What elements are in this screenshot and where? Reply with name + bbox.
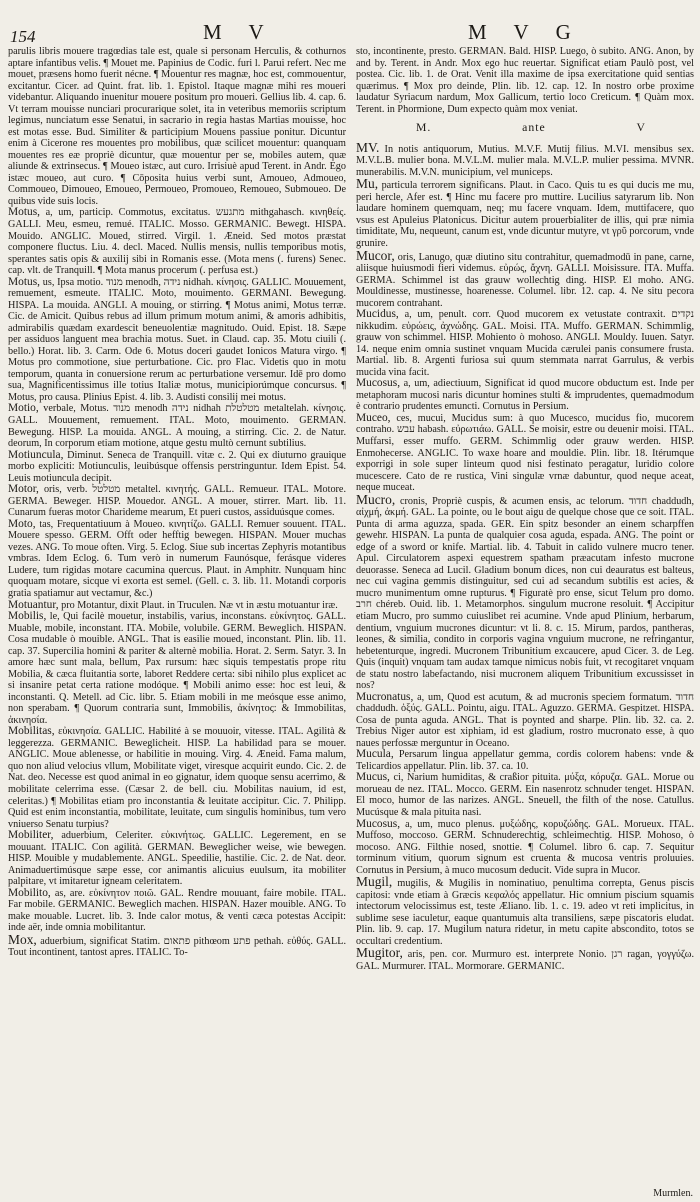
- entry-moto: [8, 519, 346, 600]
- entry-mox-continued: [356, 46, 694, 115]
- headword: Mucro,: [356, 491, 396, 507]
- headword: Mucosus,: [356, 817, 401, 830]
- entry-mucosus: [356, 378, 694, 413]
- entry-text: aris, pen. cor. Murmuro est. interprete Nonio. רגן ragan, γογγύζω. GAL. Murmurer. ITAL. Mormorare. GERMANIC.: [356, 949, 695, 972]
- entry-motor: [8, 484, 346, 519]
- headword: Mucidus,: [356, 308, 399, 321]
- headword: Motuantur,: [8, 598, 59, 611]
- headword: Mu,: [356, 176, 379, 192]
- section-heading-word: ante: [522, 121, 546, 135]
- catchword: Murmlen.: [653, 1188, 693, 1199]
- entry-text: cronis, Propriè cuspis, & acumen ensis, ac telorum. חדוד chaddudh, αἰχμή, ἀκμή. GAL. La pointe, ou le bout aigu de quelque chose que ce soit. ITAL. Punta di arma aguzza, spada. GER. Ein spitz besonder an einem scharpffen gewehr. HISPAN. La punta de qualquier cosa aguda, espada. ANG. The point or edge of a sword or knife. Martial. lib. 4. Tabuit in calido vulnere mucro tener. Apul. Circulatorem aspexi equestrem spatham præacutam infesto mucrone deuorasse. Seneca ad Lucil. Gladium bonum dices, non cui deauratus est balteus, nec cui vagina gemmis distinguitur, sed cui ad secandum subtilis est acies, & mucro munimentum omne rupturus. ¶ Figuratè pro ense, sicut Telum pro domo. חרב chéreb. Ouid. lib. 1. Metamorphos. singulum mucrone resoluit. ¶ Accipitur etiam Mucro, pro summo cuiuslibet rei acumine. Vnde apud Plinium, herbarum, dentium, vnguium mucrones dicuntur: vt li. 8. c. 15. Mirum, pardos, pantheras, leones, & similia, condito in corporis vagina vnguium mucrone, ne refringantur, hebetenturque, ingredi. Mucronem Tribunitium excaucere, apud Cicer. 3. de Leg. Quis (inquit) vnquam tam audax tamque nimicus nobis fuit, vt recogitaret vnquam de statu nostro labefactando, nisi mucronem aliquem Tribunitium excussisset in nos?: [356, 495, 695, 692]
- entry-text: a, um, adiectiuum, Significat id quod mucore obductum est. Inde per metaphoram mucosi naris dicuntur homines stulti & imprudentes, quemadmodum è contrario prudentes emuncti. Cornutus in Persium.: [356, 378, 694, 413]
- entry-text: parulis libris mouere tragœdias tale est, quale si personam Herculis, & cothurnos aptare infantibus velis. ¶ Mouet me. Papinius de Codic. furi l. Parui refert. Nec me mouet, præsens homo fuerit nécne. ¶ Mouentur res magnæ, hoc est, commouentur, excitantur. Cicer. ad Quint. frat. lib. 1. Epistol. Itaque magnæ mihi res moueri videbantur. Aliquando inuenitur mouere positum pro moueri. Gellius lib. 4. cap. 6. Vt terram mouisse nunciari procurarique solet, ita in veteribus memoriis scriptum legimus, nunciatum esse Senatui, in sacrario in regia hastas Martias mouisse, hoc est motas esse. Bud. Similiter & participium Mouens passiue ponitur. Dicuntur enim à Cicerone res mouentes pro mobilibus, quæ scilicet mouentur: quanquam mouentes res eæ propriè dicuntur, quæ mouentur per se, mobiles autem, quæ aliunde & extrinsecus. ¶ Moueo istæc, aut curo. Irrisiuè apud Terent. in Andr. Ego istæc moueo, aut curo. ¶ Cōposita huius verbi sunt, Amoueo, Admoueo, Commoueo, Dimoueo, Emoueo, Permoueo, Promoueo, Remoueo, Submoueo. De quibus vide suis locis.: [8, 46, 346, 207]
- entry-text: le, Qui facilè mouetur, instabilis, varius, inconstans. εὐκίνητος. GALL. Muable, mobile, inconstant. ITA. Mobile, volubile. GERM. Beweglich. HISPAN. Cosa mudable ò mouible. ANGL. That is easilie moued, inconstant. Plin. lib. 11. cap. 37. Supercilia homini & pariter & alternè mobilia. Horat. 2. Serm. Satyr. 3. In amore hæc sunt mala, bellum, Pax rursum: hæc siquis tempestatis prope ritu Mobilia, & cæca fluitantia sorte, laboret Reddere certa: sibi nihilo plus explicet ac si insanire petat certa ratione modóque. ¶ Mobili animo esse: hoc est leui, & inconstanti. Q. Metell. ad Cic. libr. 5. Etiam mobili in me meósque esse animo, non sperabam. ¶ Quorum contraria sunt, Immobilis, ἀκίνητος: & Immobilitas, ἀκινησία.: [8, 611, 346, 726]
- entry-muceo: [356, 413, 694, 494]
- entry-text: oris, verb. מטלטל metaltel. κινητής. GALL. Remueur. ITAL. Motore. GERMA. Beweger. HISP. Mouedor. ANGL. A mouer, stirrer. Mart. lib. 11. Cunarum fueras motor Charideme mearum, Et pueri custos, assiduúsque comes.: [8, 484, 346, 519]
- headword: Mobiliter,: [8, 829, 54, 842]
- left-column: [8, 46, 346, 959]
- entry-text: a, um, particip. Commotus, excitatus. מתגעש mithgahasch. κινηθείς. GALLI. Meu, esmeu, remué. ITALIC. Mosso. GERMANIC. Bewegt. HISPA. Mouido. ANGLIC. Moued, stirred. Virgil. 1. Æneid. Sed motos præstat componere fluctus. Liu. 4. decl. Maced. Nullis mensis, nullis temporibus motis, sperantes satis opis & auxilij sibi in Romanis esse. (Mota mens (. furens) Senec. cap. vlt. de Tranquill. ¶ Mota manus procerum (. perfusa est.): [8, 207, 346, 277]
- entry-text: particula terrorem significans. Plaut. in Caco. Quis tu es qui ducis me mu, peri hercle, Afer est. ¶ Hinc mu facere pro muttire. Lucilius satyrarum lib. Non laudare hominem quemquam, neq; mu facere vnquam. Idem, muttifacere, quo vsus est Apuleius Platonicus. Dicitur autem prouerbialiter de illis, qui præ nimia timiditate, Mu, nequeunt, canum est, vnde dicuntur mutyre, vt γρῦ porcorum, vnde grunire.: [356, 180, 694, 249]
- headword: Motus,: [8, 206, 41, 219]
- entry-moueo-continued: [8, 46, 346, 207]
- entry-mucidus: [356, 309, 694, 378]
- headword: Mobilito,: [8, 886, 51, 899]
- entry-mobilito: [8, 888, 346, 934]
- entry-motio: [8, 403, 346, 449]
- entry-mobilis: [8, 611, 346, 726]
- headword: Mucronatus,: [356, 690, 414, 703]
- headword: Motio,: [8, 402, 39, 415]
- page-number: 154: [10, 27, 36, 46]
- headword: Muceo,: [356, 411, 391, 424]
- headword: Moto,: [8, 517, 36, 530]
- headword: Motus,: [8, 275, 41, 288]
- entry-mucro: [356, 491, 695, 692]
- headword: Mugitor,: [356, 945, 403, 961]
- headword: Motor,: [8, 483, 39, 496]
- headword: Mucosus,: [356, 377, 401, 390]
- entry-mobiliter: [8, 830, 346, 888]
- entry-mv: [356, 139, 694, 179]
- entry-motiuncula: [8, 450, 346, 485]
- entry-text: oris, Lanugo, quæ diutino situ contrahitur, quemadmodū in pane, carne, aliisque huiusmodi fieri videmus. εὐρώς, ἄχνη. GALLI. Moisissure. ITA. Muffa. GERMA. Schimmel ist das grauw wollechtig ding. HISP. El moho. ANG. Mouldinesse, mustinesse, hoarenesse. Columel. libr. 12. cap. 4. Ne situ pecora mucorem contrahant.: [356, 251, 695, 309]
- entry-mu: [356, 178, 694, 249]
- entry-text: aduerbium, Celeriter. εὐκινήτως. GALLIC. Legerement, en se mouuant. ITALIC. Con agilità. GERMAN. Beweglicher weise, wie bewegen. HISP. Mouible y mudablemente. ANGL. Speedilie, hastilie. Cic. 2. de Nat. deor. Animaduertimúsque sæpe esse, cor animantis alicuius euulsum, ita mobiliter palpitare, vt imitaretur igneam celeritatem.: [8, 830, 346, 888]
- entry-text: as, are. εὐκίνητον ποιῶ. GAL. Rendre mouuant, faire mobile. ITAL. Far mobile. GERMANIC. Beweglich machen. HISPAN. Hazer mouible. ANG. To make mouable. Lucret. lib. 3. Inde calor motus, & venti cæca potestas Accipit: inde aër, inde omnia mobilitantur.: [8, 887, 347, 934]
- headword: Mobilis,: [8, 610, 47, 623]
- entry-mucus: [356, 772, 694, 818]
- running-title-left: M V: [203, 20, 275, 44]
- entry-text: a, um, Quod est acutum, & ad mucronis speciem formatum. חדוד chaddudh. ὀξύς. GALL. Pointu, aigu. ITAL. Aguzzo. GERMA. Gespitzet. HISPA. Cosa de punta aguda. ANGL. That is poynted and sharpe. Plin. lib. 32. ca. 2. Trebius Niger autor est xiphiam, id est gladium, rostro mucronato esse, à quo naues perfossæ merguntur in Oceano.: [356, 691, 694, 749]
- entry-mugitor: [356, 947, 694, 972]
- entry-mucronatus: [356, 692, 694, 750]
- section-heading-letter: M.: [416, 121, 432, 135]
- section-heading-letter-2: V: [636, 121, 646, 135]
- entry-text: us, Ipsa motio. מנוד menodh, נידה nidhah. κίνησις. GALLIC. Mouuement, remuement, esmeute. ITALIC. Moto, mouimento. GERMANI. Bewegung. HISPA. La mouida. ANGLI. A mouing, or stirring. ¶ Motus animi, Motus terræ. Cic. de Amicit. Quibus rebus ad illum primum motum animi, & amoris adhibitis, admirabilis quædam exardescit beneuolentiæ magnitudo. Ouid. Epist. 18. Sæpe per assiduos languent mea brachia motus. Suet. in Claud. cap. 35. Motu ciuili (. bello.) Horat. lib. 3. Carm. Ode 6. Motus doceri gaudet Ionicos Matura virgo. ¶ Motus pro commotione, siue perturbatione. Cic. pro Flac. Videtis quo in motu temporum, quanta in conuersione rerum ac perturbatione versemur. Idē pro domo sua, Magnificentissimus ille totius Italiæ motus, municipiorúmque concursus. ¶ Motus, pro causa. Plinius Epist. 4. lib. 3. Audisti consilij mei motus.: [8, 276, 346, 403]
- headword: Mucus,: [356, 771, 390, 784]
- headword: Mucula,: [356, 748, 394, 761]
- headword: Mobilitas,: [8, 725, 55, 738]
- headword: MV.: [356, 139, 380, 155]
- headword: Mucor,: [356, 247, 395, 263]
- entry-mucor: [356, 247, 695, 310]
- entry-text: pro Motantur, dixit Plaut. in Truculen. Næ vt in æstu motuantur iræ.: [61, 599, 338, 611]
- headword: Mox,: [8, 931, 37, 947]
- entry-mox: [8, 931, 346, 959]
- right-column: [356, 46, 694, 972]
- entry-text: ci, Narium humiditas, & craßior pituita. μύξα, κόρυζα. GAL. Morue ou morueau de nez. ITAL. Mocco. GERM. Ein nasenrotz schnuder tenget. HISPAN. El moco, humor de las narizes. ANGL. Sneuell, the filth of the nose. Catullus. Mucúsque & mala pituita nasi.: [356, 772, 694, 818]
- entry-text: a, um, muco plenus. μυξώδης, κορυζώδης. GAL. Morueux. ITAL. Muffoso, moccoso. GERM. Schnuderechtig, schleimechtig. HISP. Mohoso, ò mocoso. ANG. Filthie nosed, snottie. ¶ Columel. libro 6. cap. 7. Sequitur torminum vitium, quorum signum est cruenta & mucosa ventris proluuies. Cornutus in Persium, à muco mucosum deducit. Vide supra in Mucor.: [356, 818, 694, 876]
- entry-text: verbale, Motus. מנוד menodh נידה nidhah מטלטלת metaltelah. κίνησις. GALL. Mouuement, remuement. ITAL. Moto, mouimento. GERMAN. Bewegung. HISP. La mouida. ANGL. A mouing, a stirring. Cic. 2. de Natur. deorum, In corporum etiam motione, atque gestu multò cernunt subtilius.: [8, 403, 346, 450]
- entry-motus-participle: [8, 207, 346, 276]
- entry-text: Diminut. Seneca de Tranquill. vitæ c. 2. Qui ex diuturno grauique morbo expliciti: Motiunculis, leuibúsque offensis perstringuntur. Idem Epist. 54. Leuis motiuncula decipit.: [8, 449, 347, 484]
- entry-text: Persarum lingua appellatur gemma, cordis colorem habens: vnde & Telicardios appellatur. Plin. lib. 37. ca. 10.: [356, 749, 694, 772]
- entry-motus-noun: [8, 277, 346, 404]
- entry-mucosus-2: [356, 819, 694, 877]
- entry-text: sto, incontinente, presto. GERMAN. Bald. HISP. Luego, ò subito. ANG. Anon, by and by. Terent. in Andr. Mox ego huc reuertar. Significat etiam Paulò post, vel postea. Cic. lib. 1. de Orat. Venit illa maxime de ipsa exercitatione quid sentias quærimus. ¶ Mox pro deinde, Plin. lib. 12. cap. 12. In nostro orbe proxime laudatur Syriacum nardum, Mox Gallicum, tertio loco Creticum. ¶ Quàm mox. Terent. in Phormione, Dum expecto quàm mox veniat.: [356, 46, 694, 115]
- entry-text: ces, mucui, Mucidus sum: à quo Mucesco, mucidus fio, mucorem contraho. עבש habash. εὐρωτιάω. GALL. Se moisir, estre ou deuenir moisi. ITAL. Muffarsi, esser muffo. GERM. Schimmlig oder grauw werden. HISP. Enmohecerse. ANGLIC. To waxe hoare and mouldie. Plin. libr. 18. Itérumque exporrigi in sole super linteum quod nisi festinato peragatur, luridio colore mucescere. Cato de re rustica, Vini singulæ vrnæ dabuntur, quod neque aceat, neque muceat.: [356, 412, 694, 494]
- entry-text: In notis antiquorum, Mutius. M.V.F. Mutij filius. M.VI. mensibus sex. M.V.L.B. mulier bona. M.V.L.M. mulier mala. M.V.L.P. mulier pessima. MVNR. munerabilis. M.V.N. municipium, vel municeps.: [356, 143, 694, 178]
- entry-mugil: [356, 876, 694, 947]
- running-title-right: M V G: [468, 20, 582, 44]
- entry-motuantur: [8, 600, 346, 612]
- entry-text: aduerbium, significat Statim. פתאום pithœom פתע pethah. εὐθύς. GALL. Tout incontinent, tantost apres. ITALIC. To-: [8, 935, 346, 959]
- entry-text: mugilis, & Mugilis in nominatiuo, penultima correpta, Genus piscis capitosi: vnde etiam à Græcis κεφαλός appellatur. Hic omnium piscium squamis intectorum velocissimus est, teste Æliano. lib. 1. c. 19. adeo vt reti implicitus, in sublime sese iaculetur, eaque quantumuis alta transiliens, sæpe piscatoris eludat. Plin. lib. 9. cap. 17. Mugilum natura ridetur, in metu capite abscondito, totos se occultari credentium.: [356, 878, 694, 947]
- entry-mobilitas: [8, 726, 346, 830]
- headword: Mugil,: [356, 874, 393, 890]
- entry-text: tas, Frequentatiuum à Moueo. κινητίζω. GALLI. Remuer souuent. ITAL. Mouere spesso. GERM. Offt oder hefftig bewegen. HISPAN. Mouer muchas vezes. ANG. To moue often. Virg. 5. Eclog. Siue sub incertas Zephyris motantibus vmbras. Idem Eclog. 6. Tum verò in numerum Faunósque, ferásque videres Ludere, tum rigidas motare cacumina quercus. Plaut. in Amphitr. Nunquam hinc quoquam motare, sicque vi exorta est semel. (Gell. c. 3. lib. 11. Motandi corporis gratia spatiamur aut vectamur, &c.): [8, 518, 346, 599]
- entry-text: εὐκινησία. GALLIC. Habilité à se mouuoir, vitesse. ITAL. Agilità & leggerezza. GERMANIC. Beweglicheit. HISP. La habilidad para se mouer. ANGLIC. Moue ablenesse, or habilitie in mouing. Virg. 4. Æneid. Fama malum, quo non aliud velocius vllum, Mobilitate viget, viresque acquirit eundo. Cic. 2. de Nat. deo. Necesse est quod animal in eo gignatur, idem quoque sensu acerrimo, & mobilitate celerrima esse. (Cæsar 2. de bell. ciu. Mobilitas nauium, id est, celeritas.) ¶ Mobilitas etiam pro inconstantia & leuitate accipitur. Cic. 7. Philipp. Quid est enim inconstantia, mobilitate, leuitate, cum singulis hominibus, tum vero vniuerso Senatu turpius?: [8, 726, 347, 830]
- entry-mucula: [356, 749, 694, 772]
- headword: Motiuncula,: [8, 448, 64, 461]
- section-heading: [356, 122, 694, 134]
- entry-text: a, um, penult. corr. Quod mucorem ex vetustate contraxit. נקדים nikkudim. εὐρώεις, ἀχνώδης. GAL. Moisi. ITA. Muffo. GERMAN. Schimmlig, grauw von schimmel. HISP. Mohiento ò mohoso. ANGLI. Mouldy. Iuuen. Satyr. 14. neque enim omnia sustinet vnquam Mucida cærulei panis consumere frusta. Martial. lib. 8. Argenti furiosa sui quum stemmata narrat Garrulus, & verbis mucida vina facit.: [356, 309, 695, 378]
